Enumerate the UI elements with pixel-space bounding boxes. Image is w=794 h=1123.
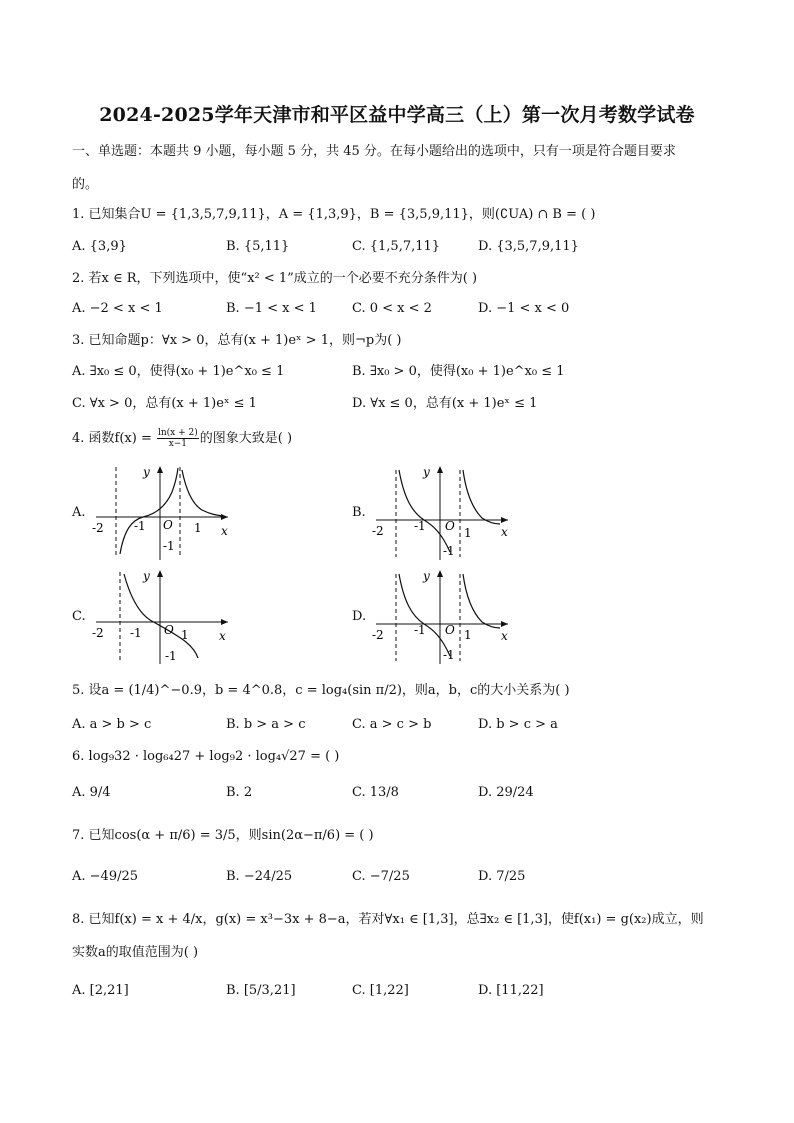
question-3-option-a: A. ∃x₀ ≤ 0，使得(x₀ + 1)e^x₀ ≤ 1 bbox=[72, 364, 285, 379]
curve-left-branch bbox=[399, 470, 450, 552]
question-6-option-c: C. 13/8 bbox=[352, 785, 399, 800]
question-7-option-d: D. 7/25 bbox=[478, 869, 526, 884]
question-1-option-c: C. {1,5,7,11} bbox=[352, 239, 441, 254]
x-axis-arrow bbox=[221, 619, 228, 625]
tick-plus-1: 1 bbox=[194, 521, 202, 535]
y-axis-arrow bbox=[157, 570, 163, 577]
question-4-stem bbox=[72, 428, 292, 449]
question-5-option-d: D. b > c > a bbox=[478, 717, 558, 732]
question-8-option-b: B. [5/3,21] bbox=[226, 983, 296, 998]
curve-right-branch bbox=[463, 574, 500, 628]
tick-minus-1: -1 bbox=[130, 626, 142, 640]
curve-left-branch bbox=[399, 574, 450, 656]
y-axis-arrow bbox=[437, 466, 443, 473]
question-8-option-a: A. [2,21] bbox=[72, 983, 129, 998]
question-3-option-b: B. ∃x₀ > 0，使得(x₀ + 1)e^x₀ ≤ 1 bbox=[352, 364, 565, 379]
question-8-option-d: D. [11,22] bbox=[478, 983, 544, 998]
question-5-option-c: C. a > c > b bbox=[352, 717, 432, 732]
question-3-option-c: C. ∀x > 0，总有(x + 1)eˣ ≤ 1 bbox=[72, 396, 257, 411]
question-8-option-c: C. [1,22] bbox=[352, 983, 409, 998]
tick-minus-1: -1 bbox=[414, 623, 426, 637]
tick-y-minus-1: -1 bbox=[443, 544, 455, 558]
question-4-graph-b bbox=[368, 462, 518, 562]
question-8-stem-line1: 8. 已知f(x) = x + 4/x，g(x) = x³−3x + 8−a，若对∀x₁ ∈ [1,3]，总∃x₂ ∈ [1,3]，使f(x₁) = g(x₂)成立，则 bbox=[72, 912, 704, 927]
question-2-stem: 2. 若x ∈ R，下列选项中，使“x² < 1”成立的一个必要不充分条件为( ) bbox=[72, 271, 478, 286]
y-label: y bbox=[143, 465, 150, 479]
curve-right-branch bbox=[463, 470, 500, 524]
question-2-option-a: A. −2 < x < 1 bbox=[72, 301, 163, 316]
tick-minus-1: -1 bbox=[134, 519, 146, 533]
question-4-stem-post: 的图象大致是( ) bbox=[199, 431, 293, 446]
question-4-option-c-label: C. bbox=[72, 609, 86, 624]
question-1-option-b: B. {5,11} bbox=[226, 239, 290, 254]
y-axis-arrow bbox=[437, 570, 443, 577]
question-1-option-a: A. {3,9} bbox=[72, 239, 127, 254]
x-label: x bbox=[221, 524, 228, 538]
x-label: x bbox=[219, 629, 226, 643]
question-5-stem: 5. 设a = (1/4)^−0.9，b = 4^0.8，c = log₄(sin π/2)，则a，b，c的大小关系为( ) bbox=[72, 683, 570, 698]
origin-label: O bbox=[164, 623, 174, 637]
tick-y-minus-1: -1 bbox=[443, 648, 455, 662]
x-label: x bbox=[501, 525, 508, 539]
question-6-option-a: A. 9/4 bbox=[72, 785, 111, 800]
curve-right-branch bbox=[182, 470, 222, 516]
origin-label: O bbox=[445, 519, 455, 533]
y-label: y bbox=[423, 569, 430, 583]
question-2-option-b: B. −1 < x < 1 bbox=[226, 301, 317, 316]
y-axis-arrow bbox=[157, 466, 163, 473]
page-title: 2024-2025学年天津市和平区益中学高三（上）第一次月考数学试卷 bbox=[99, 104, 695, 126]
question-8-stem-line2: 实数a的取值范围为( ) bbox=[72, 945, 199, 960]
question-4-fraction-denominator: x−1 bbox=[168, 439, 188, 449]
tick-minus-2: -2 bbox=[372, 628, 384, 642]
tick-y-minus-1: -1 bbox=[165, 649, 177, 663]
question-7-option-a: A. −49/25 bbox=[72, 869, 139, 884]
question-5-option-a: A. a > b > c bbox=[72, 717, 152, 732]
tick-plus-1: 1 bbox=[464, 628, 472, 642]
question-5-option-b: B. b > a > c bbox=[226, 717, 306, 732]
question-7-stem: 7. 已知cos(α + π/6) = 3/5，则sin(2α−π/6) = ( ) bbox=[72, 828, 374, 843]
question-4-option-a-label: A. bbox=[72, 505, 86, 520]
tick-y-minus-1: -1 bbox=[163, 539, 175, 553]
question-6-option-b: B. 2 bbox=[226, 785, 253, 800]
tick-plus-1: 1 bbox=[181, 628, 189, 642]
question-4-graph-c bbox=[88, 566, 238, 666]
question-2-option-d: D. −1 < x < 0 bbox=[478, 301, 570, 316]
question-3-stem: 3. 已知命题p：∀x > 0，总有(x + 1)eˣ > 1，则¬p为( ) bbox=[72, 333, 402, 348]
tick-minus-2: -2 bbox=[92, 521, 104, 535]
question-4-stem-pre: 4. 函数f(x) = bbox=[72, 431, 156, 446]
question-1-stem: 1. 已知集合U = {1,3,5,7,9,11}，A = {1,3,9}，B = {3,5,9,11}，则(∁UA) ∩ B = ( ) bbox=[72, 207, 596, 222]
tick-plus-1: 1 bbox=[464, 526, 472, 540]
origin-label: O bbox=[163, 518, 173, 532]
section-heading-line1: 一、单选题：本题共 9 小题，每小题 5 分，共 45 分。在每小题给出的选项中，只有一项是符合题目要求 bbox=[72, 144, 676, 159]
question-6-option-d: D. 29/24 bbox=[478, 785, 534, 800]
y-label: y bbox=[423, 465, 430, 479]
question-4-fraction-numerator: ln(x + 2) bbox=[157, 428, 198, 438]
x-axis-arrow bbox=[221, 514, 228, 520]
x-axis-arrow bbox=[501, 517, 508, 523]
question-7-option-c: C. −7/25 bbox=[352, 869, 410, 884]
y-label: y bbox=[143, 569, 150, 583]
tick-minus-2: -2 bbox=[92, 626, 104, 640]
question-4-option-b-label: B. bbox=[352, 505, 366, 520]
x-label: x bbox=[501, 629, 508, 643]
question-2-option-c: C. 0 < x < 2 bbox=[352, 301, 432, 316]
curve-branch bbox=[124, 574, 198, 658]
tick-minus-1: -1 bbox=[414, 519, 426, 533]
question-4-graph-a bbox=[88, 462, 238, 562]
origin-label: O bbox=[445, 623, 455, 637]
question-6-stem: 6. log₉32 · log₆₄27 + log₉2 · log₄√27 = ( ) bbox=[72, 749, 340, 764]
question-3-option-d: D. ∀x ≤ 0，总有(x + 1)eˣ ≤ 1 bbox=[352, 396, 538, 411]
x-axis-arrow bbox=[501, 621, 508, 627]
question-7-option-b: B. −24/25 bbox=[226, 869, 293, 884]
tick-minus-2: -2 bbox=[372, 524, 384, 538]
question-4-option-d-label: D. bbox=[352, 609, 367, 624]
question-1-option-d: D. {3,5,7,9,11} bbox=[478, 239, 579, 254]
section-heading-line2: 的。 bbox=[72, 177, 99, 192]
question-4-graph-d bbox=[368, 566, 518, 666]
question-4-fraction bbox=[157, 428, 199, 449]
